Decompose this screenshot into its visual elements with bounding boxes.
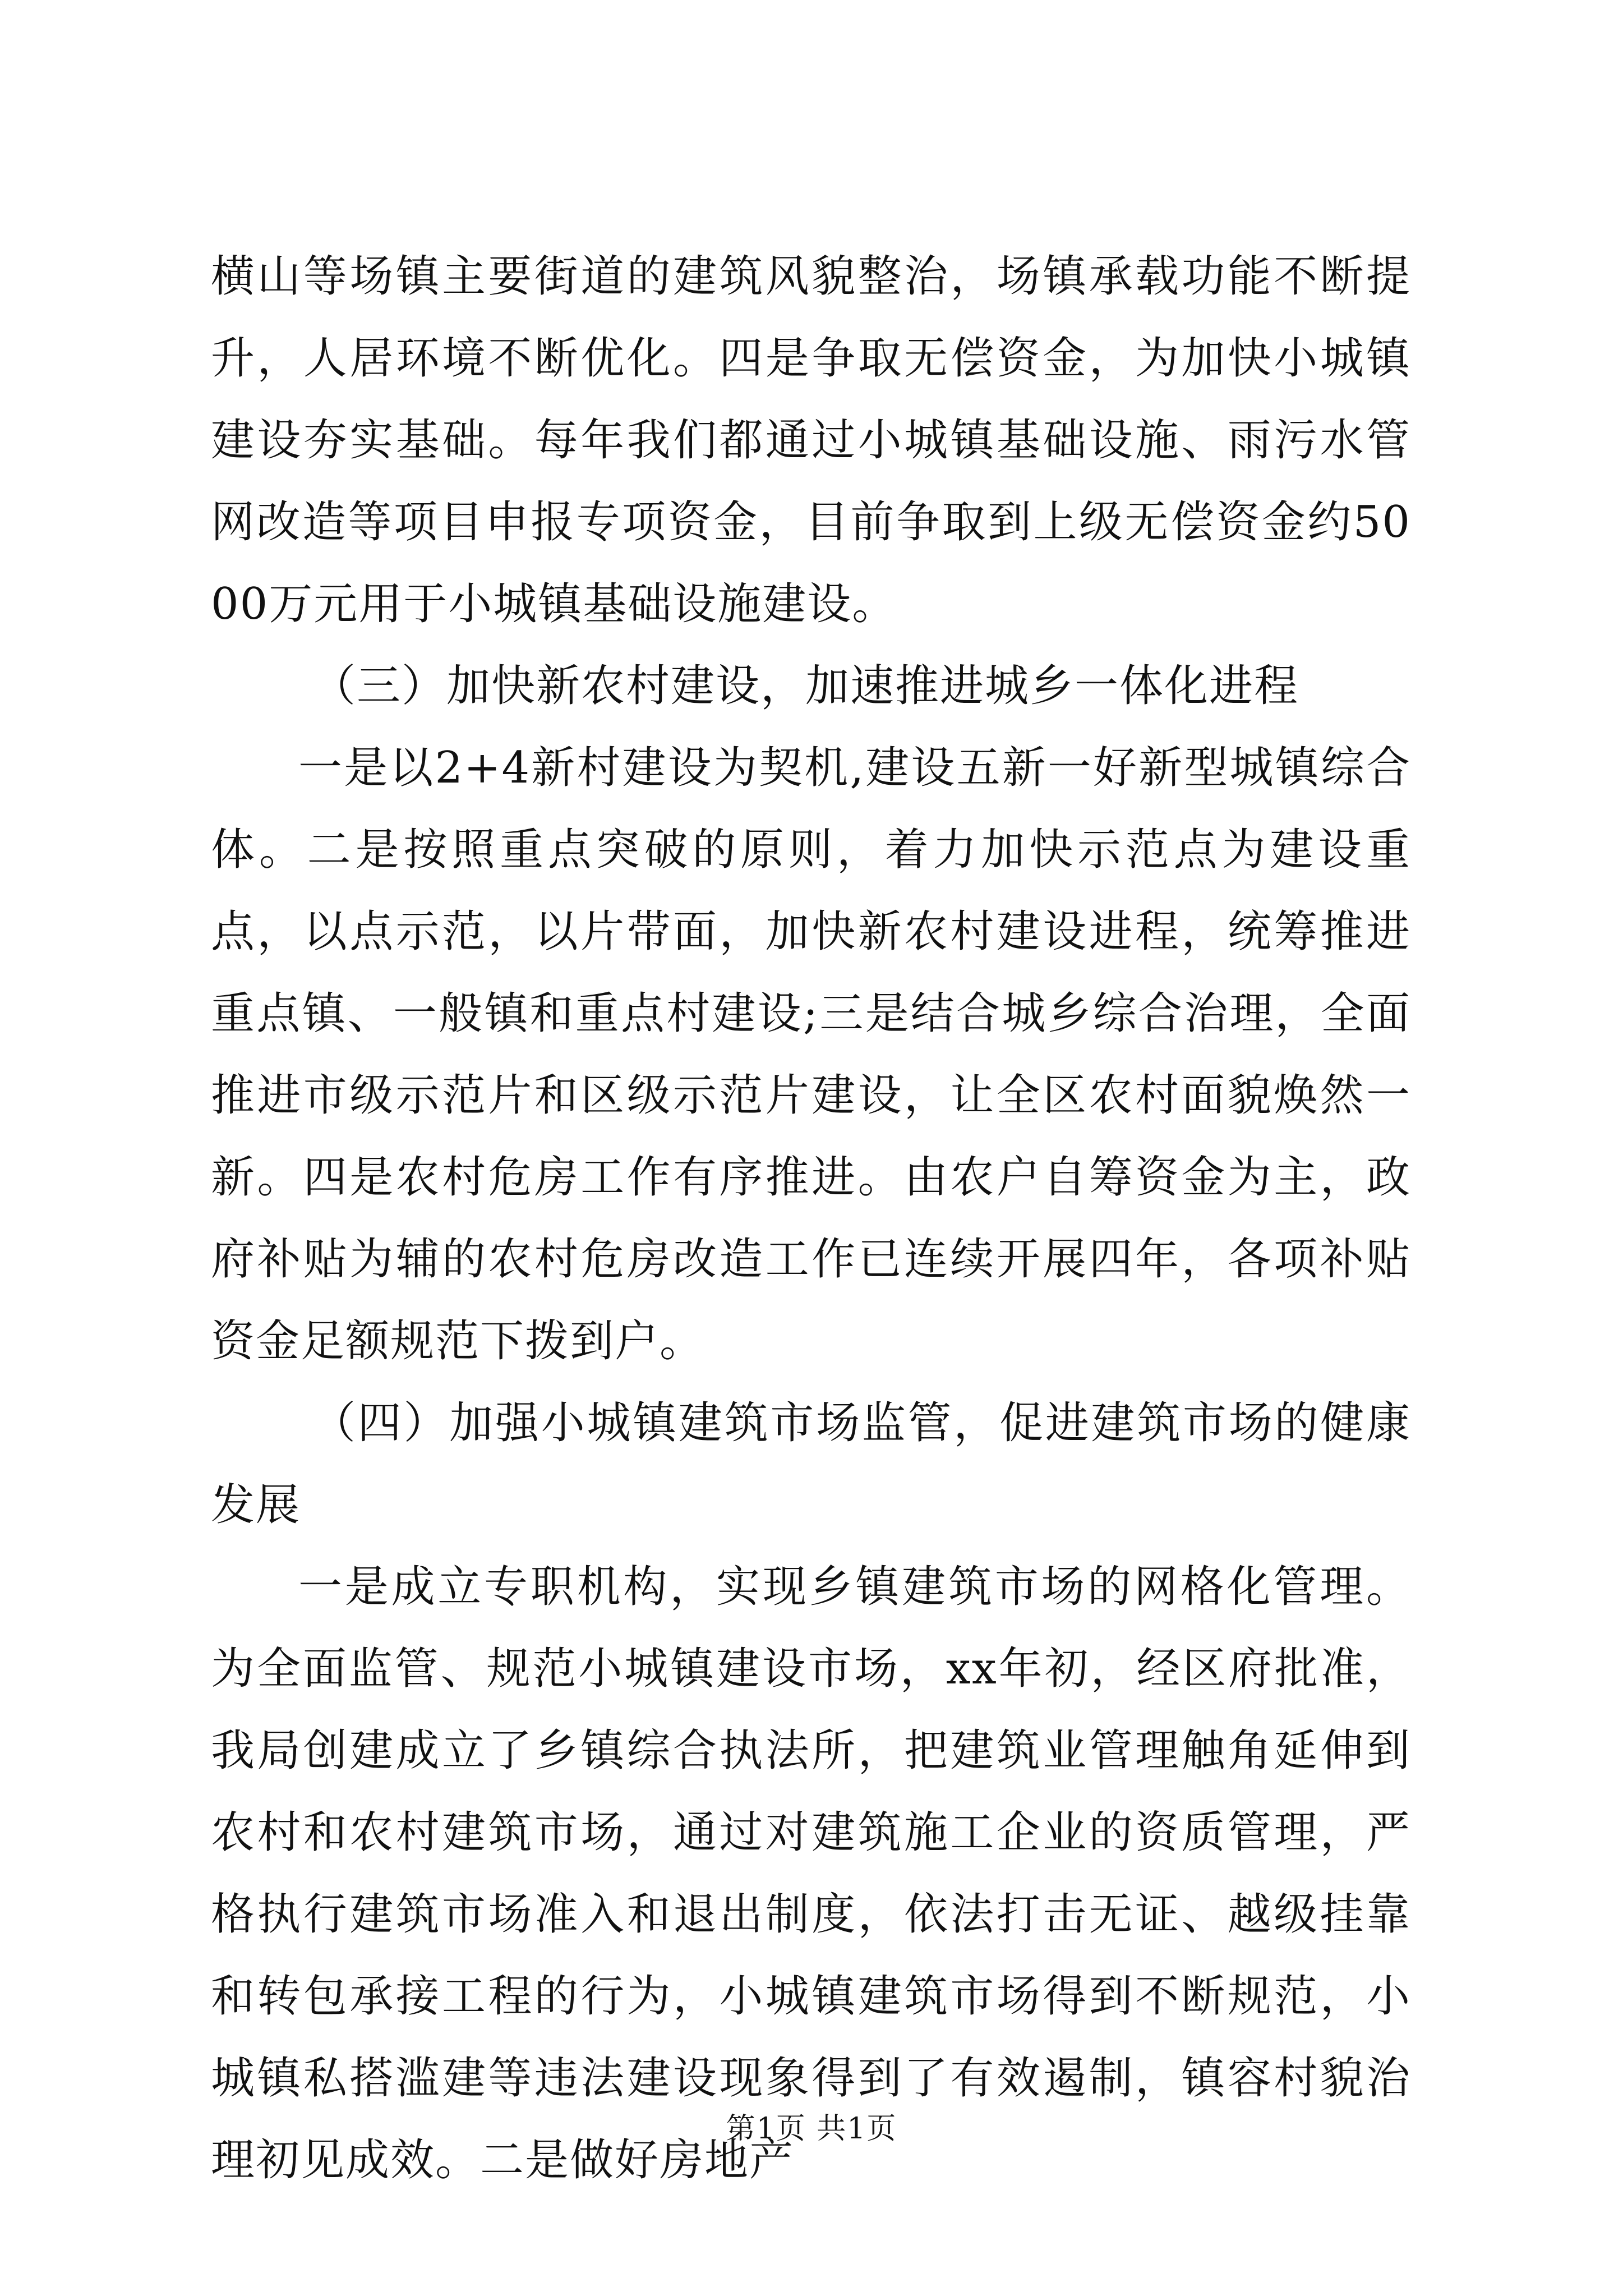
section-heading-3: （三）加快新农村建设，加速推进城乡一体化进程 [312,661,1299,711]
page-footer [0,2109,1623,2148]
page-number-label: 第1页 共1页 [726,2112,897,2146]
paragraph-continuation: 横山等场镇主要街道的建筑风貌整治，场镇承载功能不断提升，人居环境不断优化。四是争取无偿资金，为加快小城镇建设夯实基础。每年我们都通过小城镇基础设施、雨污水管网改造等项目申报专项资金，目前争取到上级无偿资金约5000万元用于小城镇基础设施建设。 [211,251,1411,629]
section-heading-4: （四）加强小城镇建筑市场监管，促进建筑市场的健康发展 [211,1398,1411,1530]
paragraph-section-3: 一是以2+4新村建设为契机,建设五新一好新型城镇综合体。二是按照重点突破的原则，着力加快示范点为建设重点，以点示范，以片带面，加快新农村建设进程，统筹推进重点镇、一般镇和重点村建设;三是结合城乡综合治理，全面推进市级示范片和区级示范片建设，让全区农村面貌焕然一新。四是农村危房工作有序推进。由农户自筹资金为主，政府补贴为辅的农村危房改造工作已连续开展四年，各项补贴资金足额规范下拨到户。 [211,743,1411,1366]
paragraph-section-4: 一是成立专职机构，实现乡镇建筑市场的网格化管理。为全面监管、规范小城镇建设市场，xx年初，经区府批准，我局创建成立了乡镇综合执法所，把建筑业管理触角延伸到农村和农村建筑市场，通过对建筑施工企业的资质管理，严格执行建筑市场准入和退出制度，依法打击无证、越级挂靠和转包承接工程的行为，小城镇建筑市场得到不断规范，小城镇私搭滥建等违法建设现象得到了有效遏制，镇容村貌治理初见成效。二是做好房地产 [211,1562,1411,2185]
document-body [211,236,1411,2201]
